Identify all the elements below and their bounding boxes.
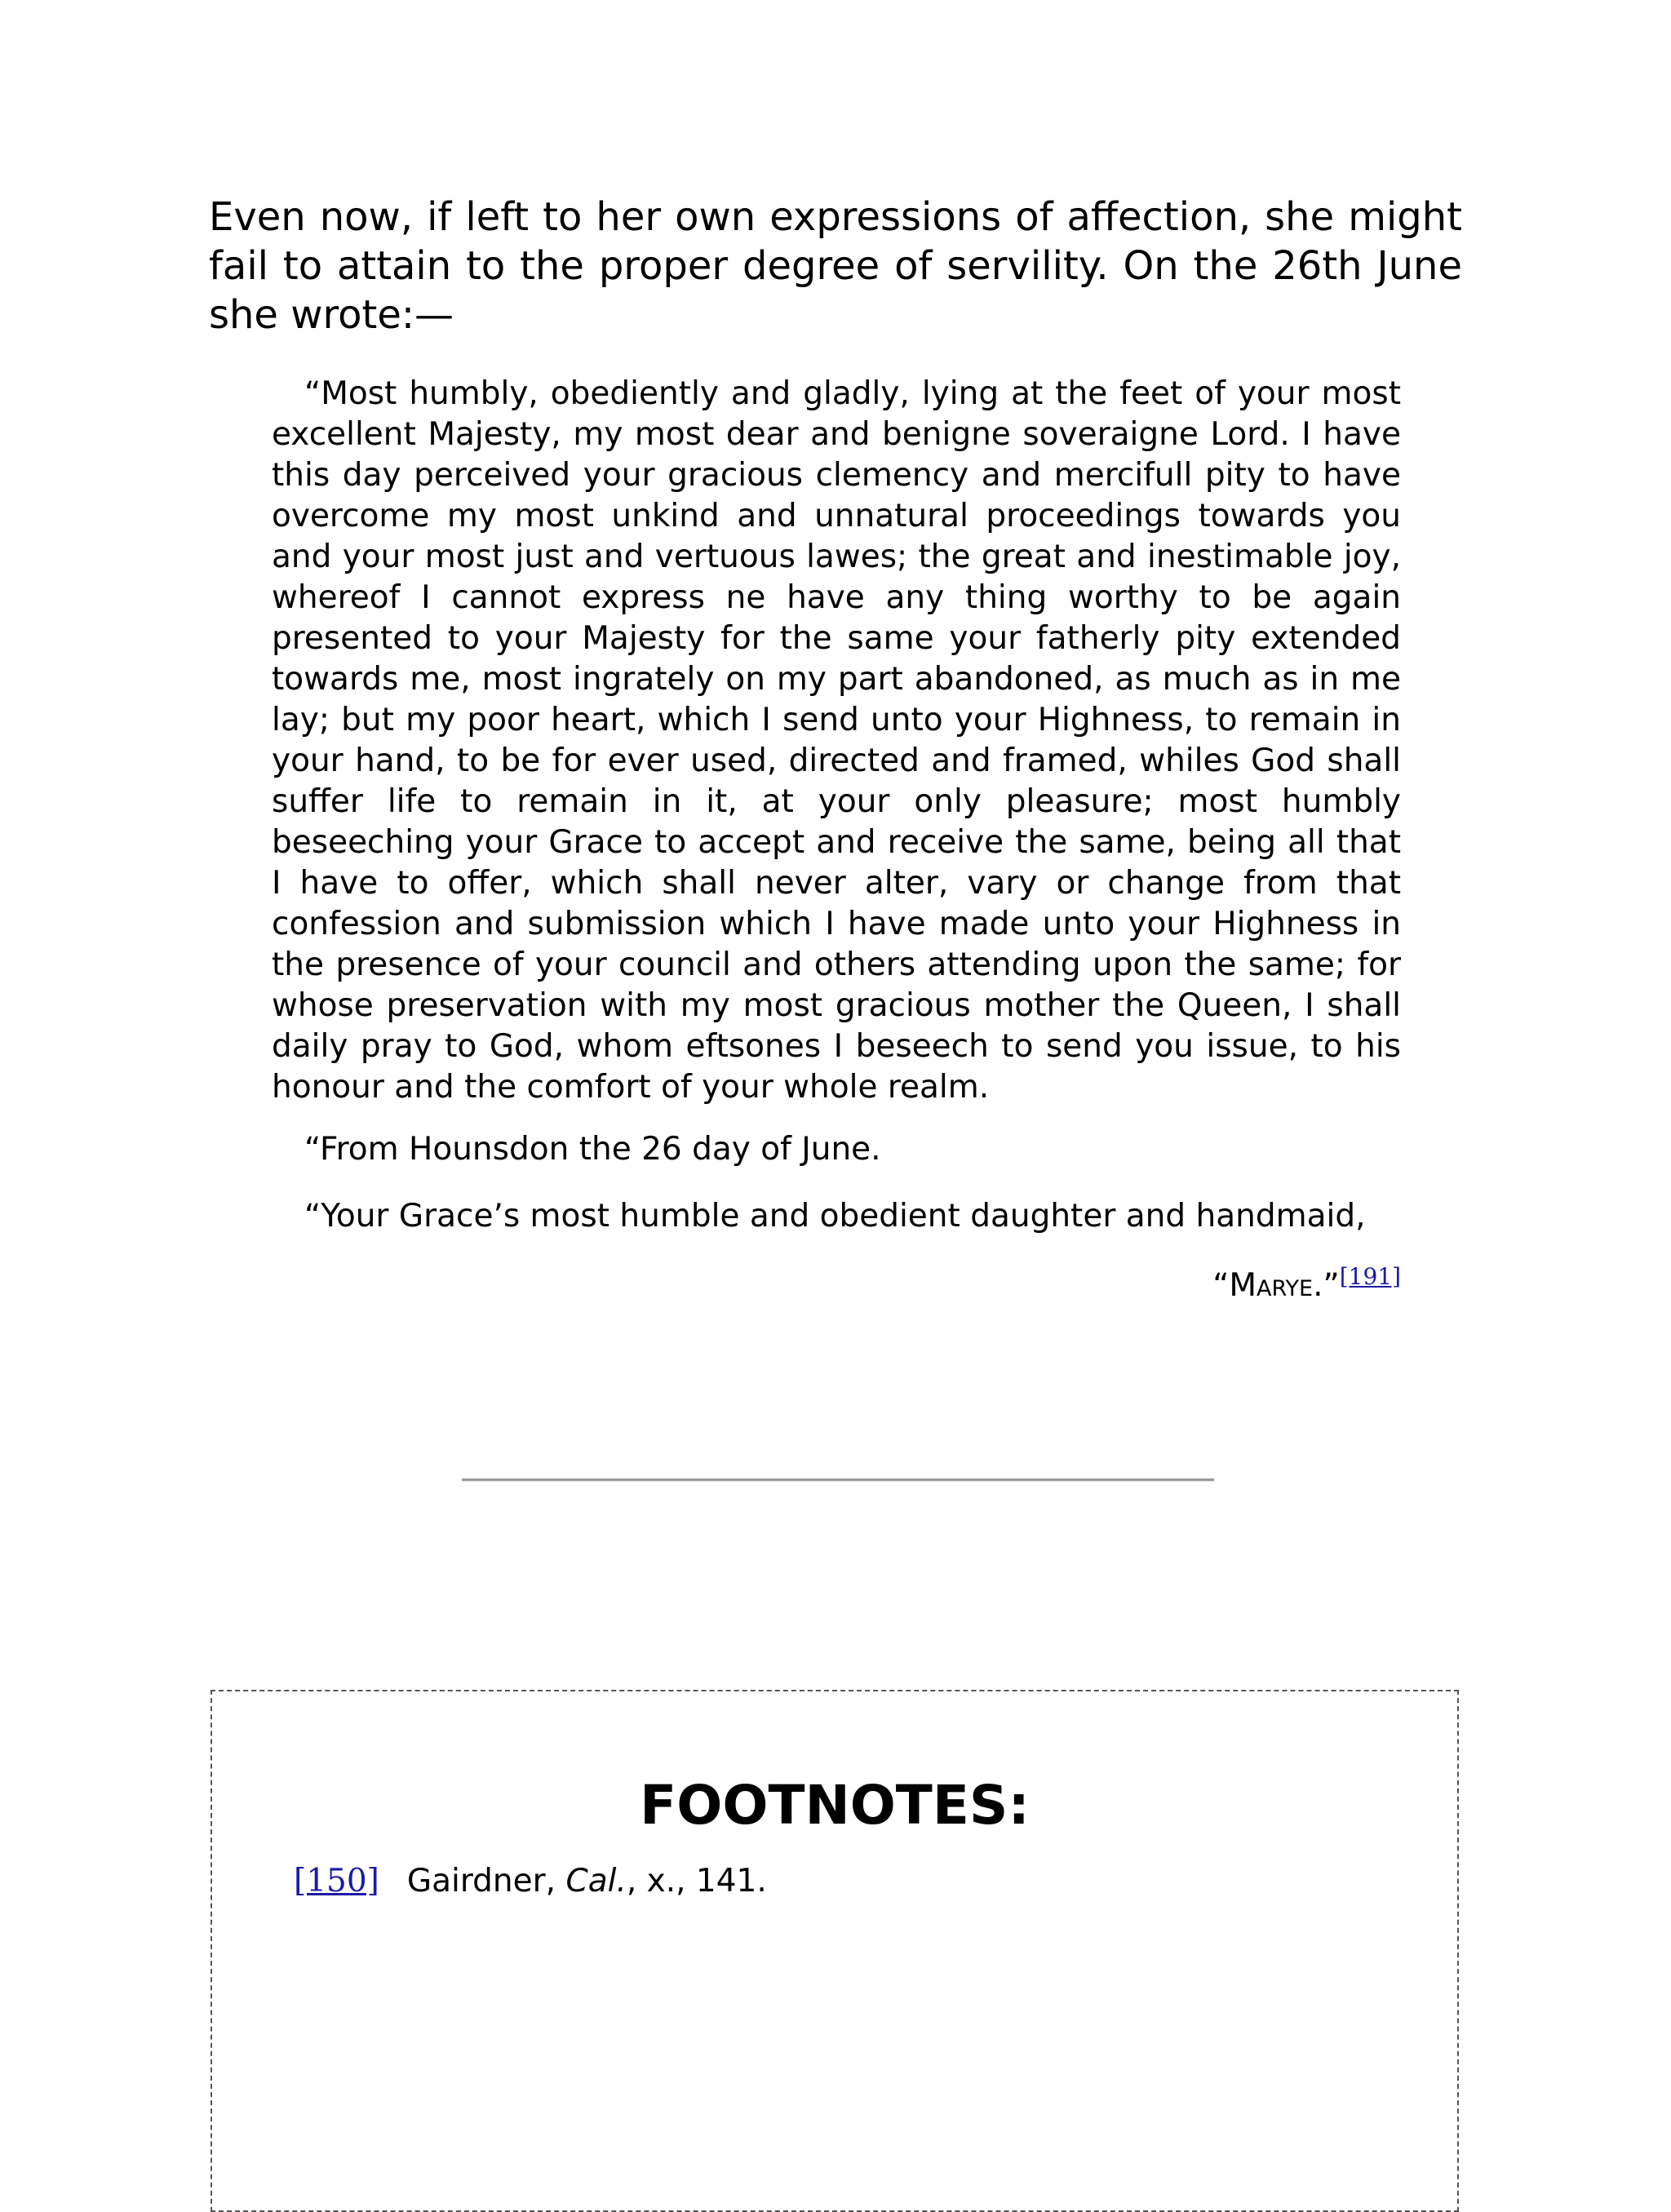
- signature-name: “Marye.”: [1212, 1267, 1340, 1304]
- letter-closing: “Your Grace’s most humble and obedient daughter and handmaid,: [304, 1198, 1366, 1235]
- footnotes-box: [211, 1690, 1459, 2212]
- letter-body: “Most humbly, obediently and gladly, lying at the feet of your most excellent Majesty, my most dear and benigne soveraigne Lord. I have this day perceived your gracious clemency and mercifull pity to have overcome my most unkind and unnatural proceedings towards you and your most just and vertuous lawes; the great and inestimable joy, whereof I cannot express ne have any thing worthy to be again presented to your Majesty for the same your fatherly pity extended towards me, most ingrately on my part abandoned, as much as in me lay; but my poor heart, which I send unto your Highness, to remain in your hand, to be for ever used, directed and framed, whiles God shall suffer life to remain in it, at your only pleasure; most humbly beseeching your Grace to accept and receive the same, being all that I have to offer, which shall never alter, vary or change from that confession and submission which I have made unto your Highness in the presence of your council and others attending upon the same; for whose preservation with my most gracious mother the Queen, I shall daily pray to God, whom eftsones I beseech to send you issue, to his honour and the comfort of your whole realm.: [272, 375, 1401, 1106]
- footnote-back-link[interactable]: [150]: [294, 1863, 379, 1899]
- footnotes-title: FOOTNOTES:: [640, 1774, 1030, 1837]
- footnote-work: Cal.: [565, 1863, 627, 1899]
- section-divider: [462, 1478, 1214, 1482]
- footnote-author: Gairdner,: [406, 1863, 556, 1899]
- letter-date-line: “From Hounsdon the 26 day of June.: [304, 1131, 881, 1168]
- letter-quote: [272, 374, 1401, 1306]
- letter-signature: [272, 1257, 1401, 1306]
- footnote-item: [294, 1861, 767, 1902]
- footnote-reference: , x., 141.: [626, 1863, 767, 1899]
- intro-paragraph: Even now, if left to her own expressions of affection, she might fail to attain to the proper degree of servility. On the 26th June she wrote:—: [209, 194, 1462, 338]
- footnote-ref-link[interactable]: [191]: [1339, 1263, 1401, 1290]
